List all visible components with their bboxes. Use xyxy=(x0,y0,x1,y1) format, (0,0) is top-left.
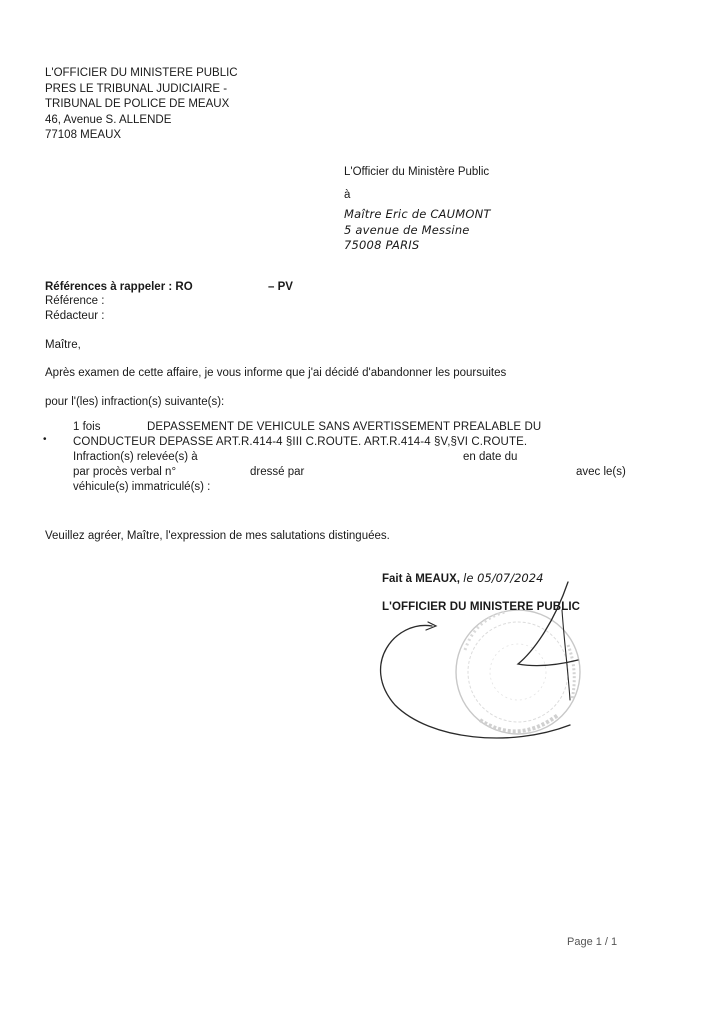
signature-date: le 05/07/2024 xyxy=(463,571,544,585)
reference-field: Référence : xyxy=(45,295,105,307)
sender-line: 46, Avenue S. ALLENDE xyxy=(45,113,172,126)
sender-line: 77108 MEAUX xyxy=(45,129,122,141)
recipient-from: L'Officier du Ministère Public xyxy=(344,166,490,178)
redacteur-field: Rédacteur : xyxy=(45,310,105,322)
references-label: Références à rappeler : RO xyxy=(45,281,193,293)
bullet-icon: • xyxy=(43,434,47,445)
references-pv: – PV xyxy=(268,281,293,293)
offense-description: CONDUCTEUR DEPASSE ART.R.414-4 §III C.ROUTE. ART.R.414-4 §V,§VI C.ROUTE. xyxy=(73,436,528,448)
signature-loop xyxy=(381,625,570,738)
salutation: Maître, xyxy=(45,339,81,351)
officer-title: L'OFFICIER DU MINISTERE PUBLIC xyxy=(382,601,581,613)
recipient-street: 5 avenue de Messine xyxy=(344,223,470,237)
stamp-inner-ring xyxy=(468,622,568,722)
vehicle-intro: avec le(s) xyxy=(576,466,626,478)
offense-count: 1 fois xyxy=(73,421,101,433)
offense-description: DEPASSEMENT DE VEHICULE SANS AVERTISSEMENT PREALABLE DU xyxy=(147,421,542,433)
stamp-outer-ring xyxy=(456,610,580,734)
page-number: Page 1 / 1 xyxy=(567,936,618,948)
sender-line: PRES LE TRIBUNAL JUDICIAIRE - xyxy=(45,82,228,95)
recipient-a: à xyxy=(344,189,351,201)
body-paragraph: pour l'(les) infraction(s) suivante(s): xyxy=(45,396,225,408)
sender-line: L'OFFICIER DU MINISTERE PUBLIC xyxy=(45,67,238,79)
closing-formula: Veuillez agréer, Maître, l'expression de mes salutations distinguées. xyxy=(45,530,390,542)
body-paragraph: Après examen de cette affaire, je vous informe que j'ai décidé d'abandonner les poursuites xyxy=(45,367,507,379)
vehicle-plate: véhicule(s) immatriculé(s) : xyxy=(73,481,211,493)
infraction-location: Infraction(s) relevée(s) à xyxy=(73,451,198,463)
stamp-center-ring xyxy=(490,644,546,700)
pv-number: par procès verbal n° xyxy=(73,466,177,478)
signature-place: Fait à MEAUX, xyxy=(382,573,460,585)
signature-zigzag xyxy=(518,582,578,666)
recipient-name: Maître Eric de CAUMONT xyxy=(344,207,491,221)
recipient-city: 75008 PARIS xyxy=(344,238,420,252)
signature-stroke xyxy=(562,610,570,700)
pv-issuer: dressé par xyxy=(250,466,305,478)
infraction-date: en date du xyxy=(463,451,518,463)
sender-line: TRIBUNAL DE POLICE DE MEAUX xyxy=(45,98,230,110)
sender-address xyxy=(45,66,238,144)
official-stamp-signature xyxy=(340,560,600,760)
